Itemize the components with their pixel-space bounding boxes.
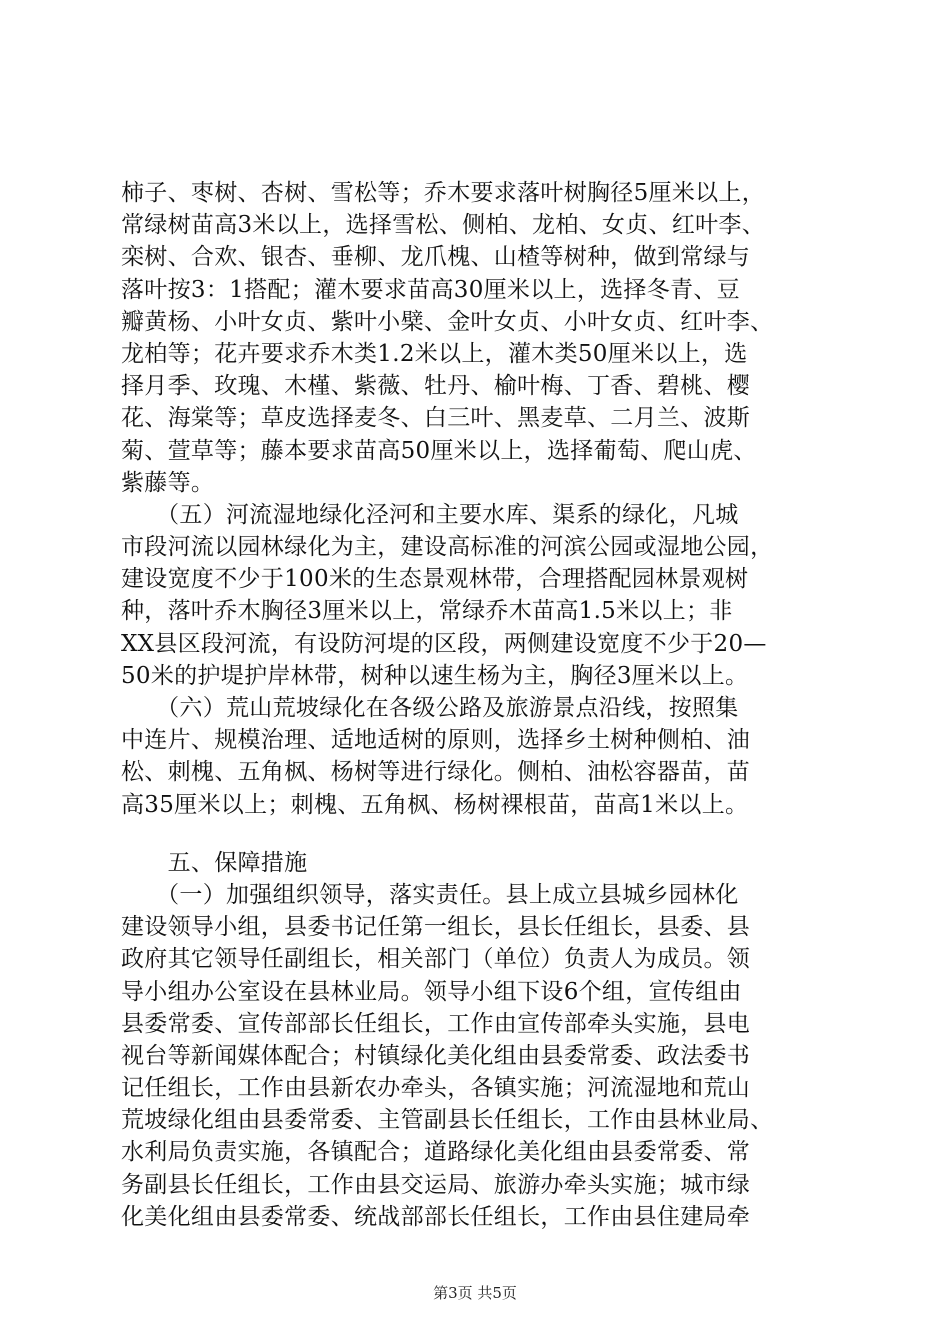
text-line: 政府其它领导任副组长，相关部门（单位）负责人为成员。领 (121, 946, 751, 973)
text-line: 视台等新闻媒体配合；村镇绿化美化组由县委常委、政法委书 (121, 1042, 751, 1069)
text-line: 建设宽度不少于100米的生态景观林带，合理搭配园林景观树 (121, 566, 749, 593)
text-line: 市段河流以园林绿化为主，建设高标准的河滨公园或湿地公园， (121, 534, 774, 561)
text-line: 择月季、玫瑰、木槿、紫薇、牡丹、榆叶梅、丁香、碧桃、樱 (121, 373, 751, 400)
text-line: 建设领导小组，县委书记任第一组长，县长任组长，县委、县 (121, 914, 751, 941)
document-body (121, 177, 841, 1233)
text-line: 栾树、合欢、银杏、垂柳、龙爪槐、山楂等树种，做到常绿与 (121, 244, 751, 271)
text-line: 松、刺槐、五角枫、杨树等进行绿化。侧柏、油松容器苗，苗 (121, 759, 751, 786)
text-line: 柿子、枣树、杏树、雪松等；乔木要求落叶树胸径5厘米以上， (121, 180, 766, 206)
text-line: 县委常委、宣传部部长任组长，工作由宣传部牵头实施，县电 (121, 1010, 751, 1037)
text-line: 中连片、规模治理、适地适树的原则，选择乡土树种侧柏、油 (121, 727, 751, 754)
text-line: 落叶按3：1搭配；灌木要求苗高30厘米以上，选择冬青、豆 (121, 276, 740, 303)
text-line: 种，落叶乔木胸径3厘米以上，常绿乔木苗高1.5米以上；非 (121, 598, 733, 625)
text-line: XX县区段河流，有设防河堤的区段，两侧建设宽度不少于20— (121, 630, 767, 657)
text-line: 紫藤等。 (121, 469, 215, 496)
text-line: 水利局负责实施，各镇配合；道路绿化美化组由县委常委、常 (121, 1139, 751, 1166)
text-line: 花、海棠等；草皮选择麦冬、白三叶、黑麦草、二月兰、波斯 (121, 405, 751, 432)
text-line: 常绿树苗高3米以上，选择雪松、侧柏、龙柏、女贞、红叶李、 (121, 212, 766, 239)
page-number: 第3页 共5页 (433, 1284, 517, 1302)
paragraph-heading-1: （一）加强组织领导，落实责任。县上成立县城乡园林化 (121, 881, 739, 908)
paragraph-heading-6: （六）荒山荒坡绿化在各级公路及旅游景点沿线，按照集 (121, 695, 739, 721)
page-footer (0, 1283, 950, 1303)
section-title: 五、保障措施 (121, 849, 308, 876)
text-line: 龙柏等；花卉要求乔木类1.2米以上，灌木类50厘米以上，选 (121, 340, 748, 367)
paragraph-heading-5: （五）河流湿地绿化泾河和主要水库、渠系的绿化，凡城 (121, 501, 739, 528)
text-line: 务副县长任组长，工作由县交运局、旅游办牵头实施；城市绿 (121, 1171, 751, 1198)
text-line: 高35厘米以上；刺槐、五角枫、杨树裸根苗，苗高1米以上。 (121, 791, 749, 818)
text-line: 荒坡绿化组由县委常委、主管副县长任组长，工作由县林业局、 (121, 1107, 774, 1134)
text-line: 瓣黄杨、小叶女贞、紫叶小檗、金叶女贞、小叶女贞、红叶李、 (121, 308, 774, 335)
section-spacer (121, 821, 841, 847)
text-line: 导小组办公室设在县林业局。领导小组下设6个组，宣传组由 (121, 978, 742, 1005)
text-line: 菊、萱草等；藤本要求苗高50厘米以上，选择葡萄、爬山虎、 (121, 437, 757, 464)
text-line: 记任组长，工作由县新农办牵头，各镇实施；河流湿地和荒山 (121, 1075, 751, 1102)
text-line: 50米的护堤护岸林带，树种以速生杨为主，胸径3厘米以上。 (121, 662, 749, 689)
text-line: 化美化组由县委常委、统战部部长任组长，工作由县住建局牵 (121, 1203, 751, 1230)
